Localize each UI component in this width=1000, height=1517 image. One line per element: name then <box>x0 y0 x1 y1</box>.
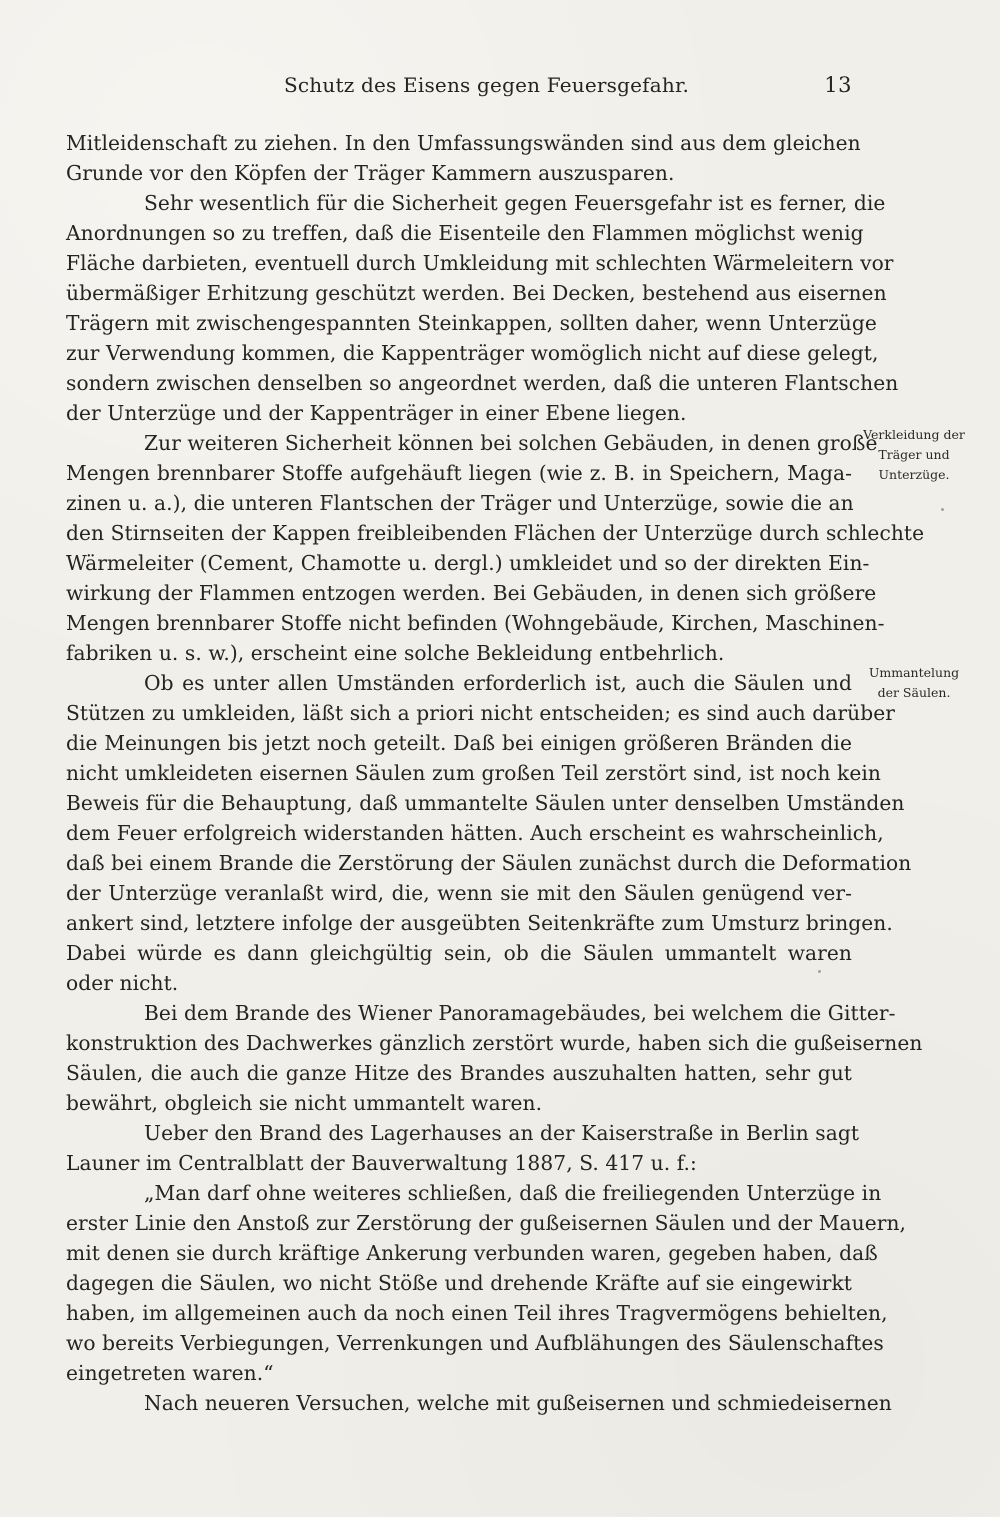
text-line-10: der Unterzüge und der Kappenträger in einer Ebene liegen. <box>66 401 687 425</box>
marginal-note-column-encasement <box>858 663 970 703</box>
text-line-15: Wärmeleiter (Cement, Chamotte u. dergl.) umkleidet und so der direkten Ein- <box>66 551 870 575</box>
text-line-5: Fläche darbieten, eventuell durch Umkleidung mit schlechten Wärmeleitern vor <box>66 251 894 275</box>
text-line-36: „Man darf ohne weiteres schließen, daß die freiliegenden Unterzüge in <box>144 1181 882 1205</box>
marginal-note-line: Ummantelung <box>868 665 960 680</box>
text-line-37: erster Linie den Anstoß zur Zerstörung der gußeisernen Säulen und der Mauern, <box>66 1211 907 1235</box>
text-line-17: Mengen brennbarer Stoffe nicht befinden (Wohngebäude, Kirchen, Maschinen- <box>66 611 885 635</box>
text-line-35: Launer im Centralblatt der Bauverwaltung 1887, S. 417 u. f.: <box>66 1151 697 1175</box>
marginal-note-line: Verkleidung der <box>863 427 965 442</box>
text-line-22: nicht umkleideten eisernen Säulen zum großen Teil zerstört sind, ist noch kein <box>66 761 881 785</box>
text-line-41: wo bereits Verbiegungen, Verrenkungen und Aufblähungen des Säulenschaftes <box>66 1331 884 1355</box>
marginal-note-line: der Säulen. <box>877 685 951 700</box>
text-line-38: mit denen sie durch kräftige Ankerung verbunden waren, gegeben haben, daß <box>66 1241 878 1265</box>
text-line-34: Ueber den Brand des Lagerhauses an der Kaiserstraße in Berlin sagt <box>144 1121 860 1145</box>
text-line-19: Ob es unter allen Umständen erforderlich ist, auch die Säulen und <box>144 671 852 695</box>
text-line-3: Sehr wesentlich für die Sicherheit gegen Feuersgefahr ist es ferner, die <box>144 191 886 215</box>
text-line-12: Mengen brennbarer Stoffe aufgehäuft liegen (wie z. B. in Speichern, Maga- <box>66 461 852 485</box>
text-line-39: dagegen die Säulen, wo nicht Stöße und drehende Kräfte auf sie eingewirkt <box>66 1271 852 1295</box>
marginal-note-beam-cladding <box>858 425 970 485</box>
running-title: Schutz des Eisens gegen Feuersgefahr. <box>284 73 690 97</box>
text-line-16: wirkung der Flammen entzogen werden. Bei Gebäuden, in denen sich größere <box>66 581 877 605</box>
text-line-29: oder nicht. <box>66 971 179 995</box>
text-line-26: der Unterzüge veranlaßt wird, die, wenn sie mit den Säulen genügend ver- <box>66 881 852 905</box>
text-line-27: ankert sind, letztere infolge der ausgeübten Seitenkräfte zum Umsturz bringen. <box>66 911 893 935</box>
text-line-1: Mitleidenschaft zu ziehen. In den Umfassungswänden sind aus dem gleichen <box>66 131 861 155</box>
text-line-6: übermäßiger Erhitzung geschützt werden. Bei Decken, bestehend aus eisernen <box>66 281 887 305</box>
text-line-11: Zur weiteren Sicherheit können bei solchen Gebäuden, in denen große <box>144 431 878 455</box>
paper-speck <box>818 970 821 973</box>
text-line-32: Säulen, die auch die ganze Hitze des Brandes auszuhalten hatten, sehr gut <box>66 1061 852 1085</box>
page-number: 13 <box>824 73 852 97</box>
text-line-21: die Meinungen bis jetzt noch geteilt. Daß bei einigen größeren Bränden die <box>66 731 852 755</box>
text-line-8: zur Verwendung kommen, die Kappenträger womöglich nicht auf diese gelegt, <box>66 341 879 365</box>
marginal-note-line: Träger und <box>878 447 950 462</box>
text-line-25: daß bei einem Brande die Zerstörung der Säulen zunächst durch die Deformation <box>66 851 912 875</box>
text-line-2: Grunde vor den Köpfen der Träger Kammern auszusparen. <box>66 161 675 185</box>
text-line-20: Stützen zu umkleiden, läßt sich a priori nicht entscheiden; es sind auch darüber <box>66 701 895 725</box>
text-line-43: Nach neueren Versuchen, welche mit gußeisernen und schmiedeisernen <box>144 1391 892 1415</box>
paper-speck <box>941 508 944 511</box>
text-line-7: Trägern mit zwischengespannten Steinkappen, sollten daher, wenn Unterzüge <box>66 311 877 335</box>
text-line-28: Dabei würde es dann gleichgültig sein, ob die Säulen ummantelt waren <box>66 941 852 965</box>
text-line-40: haben, im allgemeinen auch da noch einen Teil ihres Tragvermögens behielten, <box>66 1301 888 1325</box>
marginal-note-line: Unterzüge. <box>878 467 950 482</box>
page-header <box>66 73 852 103</box>
text-line-30: Bei dem Brande des Wiener Panoramagebäudes, bei welchem die Gitter- <box>144 1001 896 1025</box>
text-line-42: eingetreten waren.“ <box>66 1361 274 1385</box>
text-line-31: konstruktion des Dachwerkes gänzlich zerstört wurde, haben sich die gußeisernen <box>66 1031 923 1055</box>
text-line-13: zinen u. a.), die unteren Flantschen der Träger und Unterzüge, sowie die an <box>66 491 854 515</box>
text-line-18: fabriken u. s. w.), erscheint eine solche Bekleidung entbehrlich. <box>66 641 725 665</box>
text-line-23: Beweis für die Behauptung, daß ummantelte Säulen unter denselben Umständen <box>66 791 905 815</box>
text-line-14: den Stirnseiten der Kappen freibleibenden Flächen der Unterzüge durch schlechte <box>66 521 925 545</box>
text-line-24: dem Feuer erfolgreich widerstanden hätten. Auch erscheint es wahrscheinlich, <box>66 821 884 845</box>
text-line-33: bewährt, obgleich sie nicht ummantelt waren. <box>66 1091 543 1115</box>
text-line-4: Anordnungen so zu treffen, daß die Eisenteile den Flammen möglichst wenig <box>66 221 864 245</box>
text-line-9: sondern zwischen denselben so angeordnet werden, daß die unteren Flantschen <box>66 371 899 395</box>
